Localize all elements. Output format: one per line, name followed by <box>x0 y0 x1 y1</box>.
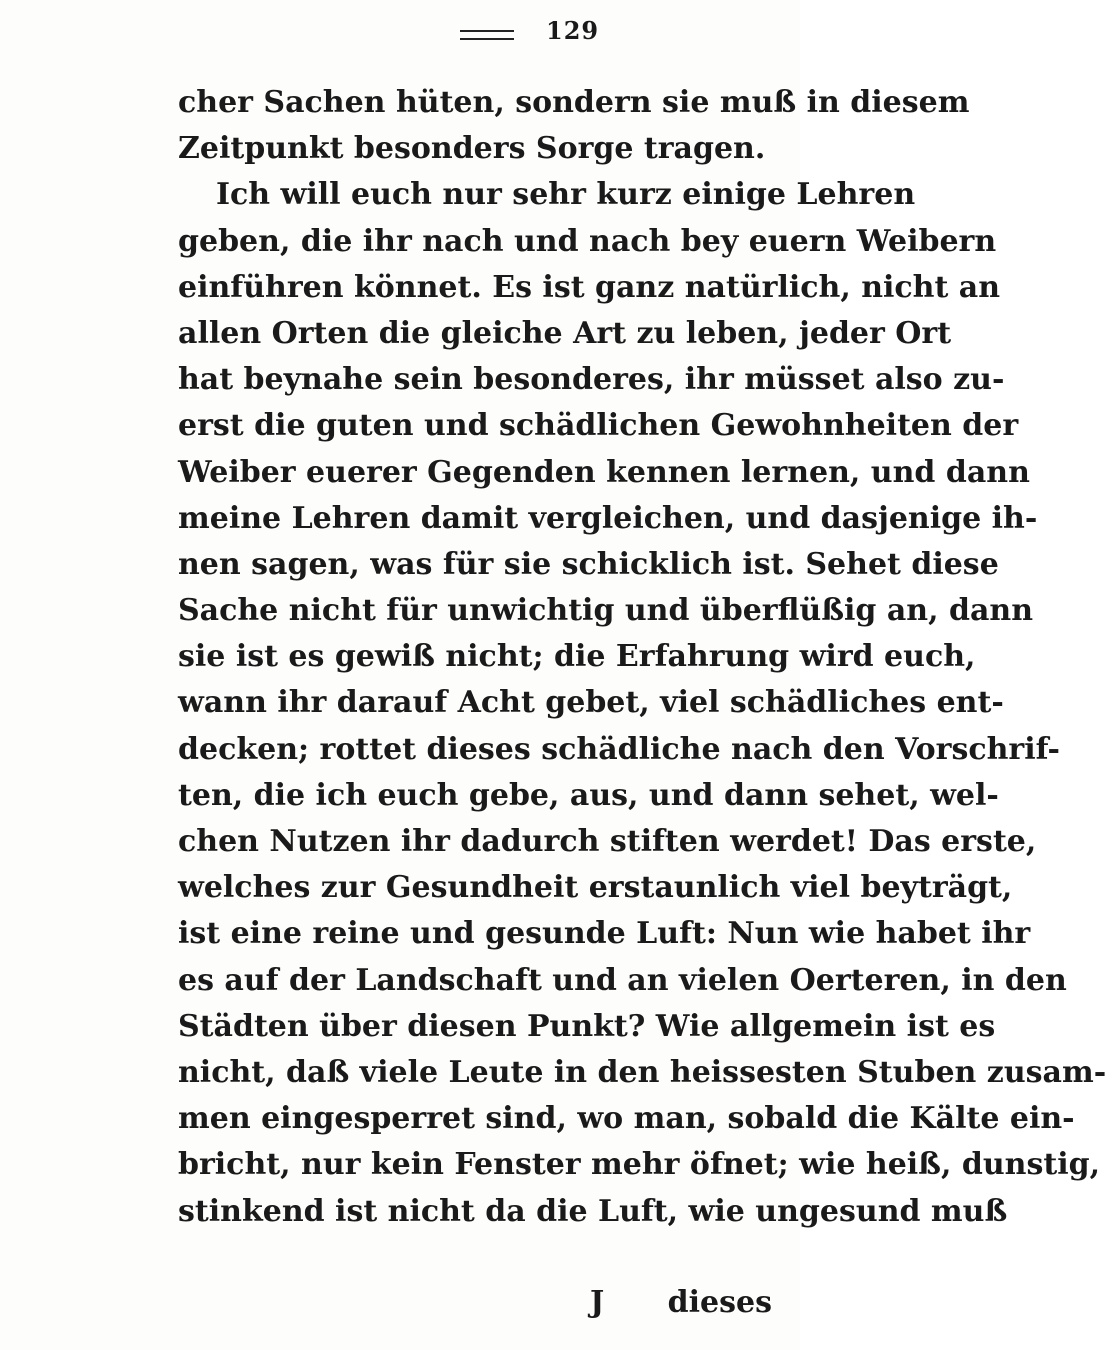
text-line: Ich will euch nur sehr kurz einige Lehren <box>216 177 916 213</box>
text-line: nicht, daß viele Leute in den heissesten Stuben zusam- <box>178 1054 1106 1090</box>
text-line: nen sagen, was für sie schicklich ist. Sehet diese <box>178 546 999 582</box>
text-line: decken; rottet dieses schädliche nach den Vorschrif- <box>178 731 1060 767</box>
text-line: ist eine reine und gesunde Luft: Nun wie habet ihr <box>178 916 1031 952</box>
text-line: Zeitpunkt besonders Sorge tragen. <box>178 131 766 167</box>
text-line: erst die guten und schädlichen Gewohnheiten der <box>178 408 1019 444</box>
text-line: Weiber euerer Gegenden kennen lernen, und dann <box>178 454 1030 490</box>
text-line: sie ist es gewiß nicht; die Erfahrung wird euch, <box>178 639 976 675</box>
signature-mark: J <box>590 1285 605 1320</box>
text-line: Städten über diesen Punkt? Wie allgemein ist es <box>178 1008 996 1044</box>
text-line: chen Nutzen ihr dadurch stiften werdet! Das erste, <box>178 824 1037 859</box>
text-line: cher Sachen hüten, sondern sie muß in diesem <box>178 85 970 120</box>
text-line: men eingesperret sind, wo man, sobald die Kälte ein- <box>178 1101 1075 1137</box>
text-line: ten, die ich euch gebe, aus, und dann sehet, wel- <box>178 777 999 813</box>
text-line: wann ihr darauf Acht gebet, viel schädliches ent- <box>178 685 1004 721</box>
text-line: geben, die ihr nach und nach bey euern Weibern <box>178 223 997 259</box>
header-rule <box>460 30 514 40</box>
catchword: dieses <box>667 1285 772 1320</box>
text-line: meine Lehren damit vergleichen, und dasjenige ih- <box>178 500 1038 536</box>
page-number: 129 <box>546 16 600 45</box>
text-line: bricht, nur kein Fenster mehr öfnet; wie heiß, dunstig, <box>178 1147 1101 1183</box>
page-footer <box>178 1285 772 1331</box>
text-line: Sache nicht für unwichtig und überflüßig an, dann <box>178 593 1033 629</box>
text-line: welches zur Gesundheit erstaunlich viel beyträgt, <box>178 870 1013 906</box>
text-line: es auf der Landschaft und an vielen Oerteren, in den <box>178 962 1067 998</box>
text-line: allen Orten die gleiche Art zu leben, jeder Ort <box>178 315 952 351</box>
body-text <box>178 80 1106 1235</box>
text-line: einführen könnet. Es ist ganz natürlich, nicht an <box>178 269 1001 305</box>
text-line: hat beynahe sein besonderes, ihr müsset also zu- <box>178 362 1005 398</box>
text-line: stinkend ist nicht da die Luft, wie ungesund muß <box>178 1193 1008 1229</box>
